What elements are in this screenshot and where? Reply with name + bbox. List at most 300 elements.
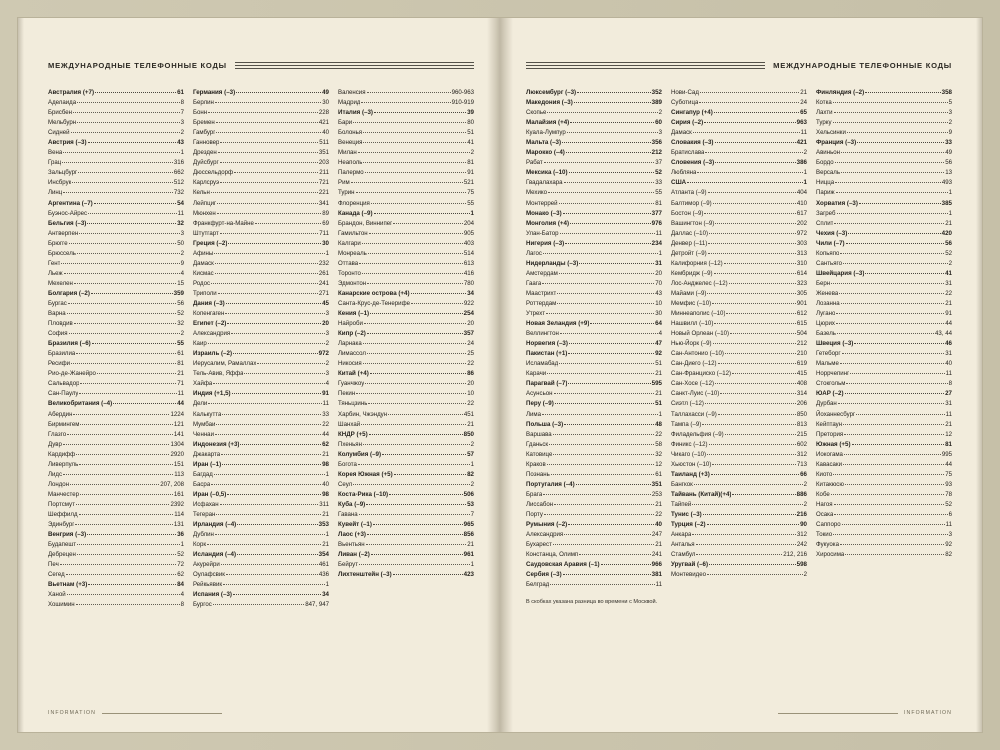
leader-dots: [215, 258, 318, 264]
leader-dots: [356, 388, 466, 394]
entry-name: Сан-Диего (–12): [671, 360, 717, 368]
entry-name: Неаполь: [338, 159, 363, 167]
entry-code: 39: [467, 109, 474, 117]
entry-name: Родос: [193, 279, 211, 287]
left-page: [18, 18, 500, 732]
time-difference-note: В скобках указана разница во времени с Москвой.: [526, 599, 658, 606]
leader-dots: [64, 268, 180, 274]
leader-dots: [833, 97, 948, 103]
entry-name: Дания (–3): [193, 299, 225, 307]
entry-code: 1: [948, 189, 952, 197]
entry-name: Австрия (–3): [48, 139, 87, 147]
entry-name: Хорватия (–3): [816, 199, 858, 207]
entry-name: Париж: [816, 189, 835, 197]
entry-name: Иокогама: [816, 450, 843, 458]
entry-name: Сингапур (+4): [671, 109, 713, 117]
entry-code: 56: [945, 159, 952, 167]
entry-name: Копьяпо: [816, 249, 840, 257]
entry-name: Лихтенштейн (–3): [338, 571, 392, 579]
entry-name: Авиньон: [816, 149, 841, 157]
entry-name: Таллахасси (–9): [671, 410, 717, 418]
leader-dots: [854, 338, 944, 344]
leader-dots: [369, 228, 463, 234]
entry-code: 20: [322, 320, 329, 328]
entry-name: Лахти: [816, 109, 833, 117]
entry-name: Гданьск: [526, 440, 549, 448]
leader-dots: [68, 298, 176, 304]
entry-code: 511: [319, 139, 329, 147]
leader-dots: [362, 268, 463, 274]
entry-code: 21: [945, 420, 952, 428]
leader-dots: [63, 439, 170, 445]
entry-code: 13: [945, 169, 952, 177]
entry-code: 386: [796, 159, 807, 167]
entry-code: 2: [948, 119, 952, 127]
entry-name: Южная (+5): [816, 440, 851, 448]
leader-dots: [714, 268, 796, 274]
leader-dots: [857, 137, 944, 143]
entry-code: 11: [177, 390, 184, 398]
entry-name: Ресифи: [48, 360, 71, 368]
entry-name: Лос-Анджелес (–12): [671, 279, 728, 287]
entry-name: Катовице: [526, 450, 553, 458]
leader-dots: [366, 499, 466, 505]
entry-name: Антверпен: [48, 229, 79, 237]
entry-name: Кембридж (–9): [671, 269, 713, 277]
leader-dots: [834, 218, 944, 224]
entry-name: Монако (–3): [526, 209, 562, 217]
leader-dots: [351, 177, 463, 183]
entry-name: Валенсия: [338, 89, 366, 96]
leader-dots: [208, 107, 318, 113]
entry-code: 311: [319, 500, 329, 508]
entry-code: 78: [945, 490, 952, 498]
entry-name: Сиэтл (–12): [671, 400, 704, 408]
entry-name: Лозанна: [816, 299, 840, 307]
entry-name: Стокгольм: [816, 380, 846, 388]
entry-code: 780: [463, 279, 474, 287]
entry-code: 410: [796, 199, 807, 207]
entry-name: Брюссель: [48, 249, 76, 257]
entry-name: Абердин: [48, 410, 73, 418]
entry-name: Ганновер: [193, 139, 220, 147]
leader-dots: [843, 419, 944, 425]
entry-code: 114: [174, 510, 184, 518]
leader-dots: [88, 208, 177, 214]
entry-code: 1: [325, 581, 329, 589]
entry-code: 30: [655, 310, 662, 318]
leader-dots: [359, 559, 470, 565]
leader-dots: [559, 358, 654, 364]
entry-code: 21: [177, 370, 184, 378]
leader-dots: [87, 218, 176, 224]
entry-name: Корк: [193, 541, 206, 549]
entry-code: 10: [467, 390, 474, 398]
leader-dots: [67, 429, 173, 435]
leader-dots: [835, 157, 945, 163]
entry-code: 212, 216: [783, 551, 807, 559]
entry-code: 415: [796, 370, 807, 378]
leader-dots: [361, 97, 450, 103]
entry-name: Мумбаи: [193, 420, 216, 428]
leader-dots: [67, 308, 177, 314]
leader-dots: [91, 288, 173, 294]
entry-code: 27: [945, 390, 952, 398]
entry-name: Бухарест: [526, 541, 552, 549]
leader-dots: [566, 147, 651, 153]
entry-name: США: [671, 179, 687, 187]
leader-dots: [367, 278, 463, 284]
entry-code: 995: [941, 450, 952, 458]
leader-dots: [568, 519, 654, 525]
entry-code: 314: [796, 390, 807, 398]
entry-code: 972: [796, 229, 807, 237]
entry-code: 21: [322, 510, 329, 518]
entry-code: 89: [322, 209, 329, 217]
leader-dots: [228, 238, 321, 244]
entry-code: 202: [796, 219, 807, 227]
entry-name: Бангкок: [671, 480, 693, 488]
entry-code: 66: [800, 470, 807, 478]
entry-code: 47: [655, 340, 662, 348]
leader-dots: [63, 469, 173, 475]
leader-dots: [692, 529, 795, 535]
entry-code: 404: [796, 189, 807, 197]
entry-code: 3: [948, 109, 952, 117]
leader-dots: [547, 107, 657, 113]
leader-dots: [569, 167, 655, 173]
leader-dots: [856, 409, 944, 415]
leader-dots: [560, 228, 655, 234]
entry-code: 69: [322, 219, 329, 227]
leader-dots: [393, 569, 463, 575]
entry-name: Кувейт (–1): [338, 521, 372, 529]
leader-dots: [725, 348, 796, 354]
entry-code: 901: [796, 299, 807, 307]
entry-code: 32: [655, 450, 662, 458]
leader-dots: [227, 489, 321, 495]
entry-code: 2: [180, 330, 184, 338]
entry-code: 961: [463, 551, 474, 559]
entry-name: Канада (–9): [338, 209, 373, 217]
leader-dots: [570, 218, 651, 224]
entry-name: Бразилиа: [48, 350, 76, 358]
entry-name: Эдмонтон: [338, 279, 367, 287]
leader-dots: [836, 187, 948, 193]
entry-code: 234: [651, 239, 662, 247]
leader-dots: [76, 599, 180, 605]
entry-name: Болгария (–2): [48, 289, 90, 297]
entry-name: Сальвадор: [48, 380, 80, 388]
entry-name: Берлин: [193, 99, 214, 107]
entry-code: 7: [180, 109, 184, 117]
entry-code: 37: [655, 159, 662, 167]
leader-dots: [842, 519, 945, 525]
entry-code: 62: [177, 571, 184, 579]
leader-dots: [363, 439, 470, 445]
entry-name: Чили (–7): [816, 239, 845, 247]
leader-dots: [838, 398, 944, 404]
leader-dots: [560, 328, 658, 334]
entry-name: Бургос: [193, 601, 212, 609]
entry-code: 84: [177, 581, 184, 589]
leader-dots: [696, 549, 782, 555]
entry-code: 254: [463, 310, 474, 318]
leader-dots: [394, 469, 466, 475]
entry-code: 2: [180, 249, 184, 257]
leader-dots: [713, 338, 796, 344]
entry-code: 615: [796, 320, 807, 328]
leader-dots: [712, 298, 796, 304]
entry-name: Чехия (–3): [816, 229, 848, 237]
entry-code: 52: [945, 249, 952, 257]
entry-name: Краков: [526, 460, 546, 468]
leader-dots: [726, 308, 795, 314]
entry-code: 44: [177, 400, 184, 408]
leader-dots: [80, 489, 173, 495]
entry-name: Калифорния (–12): [671, 259, 723, 267]
entry-name: Бостон (–9): [671, 209, 704, 217]
leader-dots: [369, 429, 463, 435]
entry-name: Мехелен: [48, 279, 73, 287]
entry-name: Гаага: [526, 279, 542, 287]
entry-name: Швеция (–3): [816, 340, 854, 348]
leader-dots: [79, 228, 179, 234]
entry-code: 34: [467, 289, 474, 297]
entry-name: Испания (–3): [193, 591, 232, 599]
entry-code: 5: [948, 99, 952, 107]
leader-dots: [382, 449, 466, 455]
entry-code: 8: [948, 380, 952, 388]
entry-code: 1: [658, 410, 662, 418]
entry-code: 2: [948, 259, 952, 267]
entry-code: 49: [945, 149, 952, 157]
entry-code: 44: [322, 430, 329, 438]
entry-name: Мексика (–10): [526, 169, 568, 177]
leader-dots: [215, 97, 321, 103]
entry-code: 420: [941, 229, 952, 237]
entry-code: 9: [948, 129, 952, 137]
footer-rule: [778, 713, 898, 714]
leader-dots: [553, 429, 655, 435]
entry-name: Канарские острова (+4): [338, 289, 410, 297]
footer-rule: [102, 713, 222, 714]
leader-dots: [601, 559, 651, 565]
entry-code: 2: [803, 500, 807, 508]
entry-code: 21: [655, 541, 662, 549]
entry-code: 595: [651, 380, 662, 388]
leader-dots: [846, 238, 945, 244]
leader-dots: [846, 378, 947, 384]
entry-name: Будапешт: [48, 541, 77, 549]
leader-dots: [411, 298, 463, 304]
entry-code: 62: [322, 440, 329, 448]
entry-name: Сегед: [48, 571, 65, 579]
leader-dots: [568, 348, 654, 354]
leader-dots: [367, 348, 466, 354]
entry-name: Индия (+1,5): [193, 390, 231, 398]
entry-code: 261: [318, 269, 329, 277]
entry-name: Брандон, Виннипег: [338, 219, 393, 227]
entry-name: Нагоя: [816, 500, 833, 508]
entry-code: 1: [180, 149, 184, 157]
leader-dots: [590, 318, 654, 324]
entry-name: Дюссельдорф: [193, 169, 234, 177]
entry-code: 2: [325, 340, 329, 348]
entry-name: Новая Зеландия (+9): [526, 320, 590, 328]
leader-dots: [71, 358, 176, 364]
leader-dots: [687, 177, 802, 183]
entry-name: Хиросима: [816, 551, 845, 559]
entry-code: 33: [655, 179, 662, 187]
leader-dots: [222, 459, 321, 465]
leader-dots: [367, 328, 463, 334]
entry-name: Гетеборг: [816, 350, 841, 358]
entry-name: Колумбия (–9): [338, 450, 382, 458]
entry-code: 24: [800, 99, 807, 107]
entry-code: 436: [318, 571, 329, 579]
leader-dots: [845, 549, 944, 555]
entry-code: 353: [318, 521, 329, 529]
city-code-row: [816, 550, 952, 560]
entry-code: 33: [945, 139, 952, 147]
entry-code: 1: [803, 169, 807, 177]
leader-dots: [841, 147, 944, 153]
entry-code: 2: [470, 480, 474, 488]
leader-dots: [353, 479, 469, 485]
entry-code: 55: [655, 189, 662, 197]
city-code-row: [193, 600, 329, 610]
entry-code: 1: [470, 561, 474, 569]
leader-dots: [371, 549, 463, 555]
leader-dots: [257, 358, 324, 364]
leader-dots: [555, 398, 654, 404]
entry-name: Джакарта: [193, 450, 221, 458]
entry-name: Вьетнам (+3): [48, 581, 88, 589]
leader-dots: [730, 328, 796, 334]
entry-name: Берн: [816, 279, 831, 287]
leader-dots: [692, 499, 802, 505]
leader-dots: [831, 278, 944, 284]
leader-dots: [707, 569, 803, 575]
leader-dots: [214, 248, 324, 254]
entry-name: Болонья: [338, 129, 363, 137]
leader-dots: [358, 147, 470, 153]
entry-name: Иерусалим, Рамаллах: [193, 360, 257, 368]
entry-name: Филадельфия (–9): [671, 430, 724, 438]
entry-name: Стамбул: [671, 551, 696, 559]
entry-code: 354: [318, 551, 329, 559]
entry-name: Калгари: [338, 239, 361, 247]
entry-name: Вена: [48, 149, 63, 157]
entry-name: Богота: [338, 460, 357, 468]
entry-name: Глазго: [48, 430, 67, 438]
left-column-1: [48, 88, 184, 610]
entry-code: 52: [655, 169, 662, 177]
leader-dots: [74, 318, 176, 324]
entry-name: Афины: [193, 249, 214, 257]
entry-name: Шеффилд: [48, 510, 78, 518]
entry-code: 1: [658, 249, 662, 257]
entry-code: 80: [467, 119, 474, 127]
leader-dots: [70, 479, 159, 485]
entry-name: Сидней: [48, 129, 70, 137]
entry-name: Кобе: [816, 490, 830, 498]
entry-code: 21: [322, 450, 329, 458]
entry-name: Карачи: [526, 370, 547, 378]
entry-name: Гамильтон: [338, 229, 368, 237]
entry-code: 20: [467, 380, 474, 388]
leader-dots: [546, 308, 654, 314]
entry-name: Пхеньян: [338, 440, 362, 448]
leader-dots: [367, 87, 451, 93]
leader-dots: [713, 198, 796, 204]
entry-name: Дуйсбург: [193, 159, 219, 167]
leader-dots: [543, 248, 658, 254]
entry-name: Претория: [816, 430, 844, 438]
leader-dots: [63, 187, 173, 193]
entry-code: 341: [318, 199, 329, 207]
entry-code: 385: [941, 199, 952, 207]
entry-code: 81: [177, 360, 184, 368]
entry-code: 11: [655, 581, 662, 589]
entry-name: ЮАР (–2): [816, 390, 844, 398]
leader-dots: [244, 368, 324, 374]
entry-name: Рио-де-Жанейро: [48, 370, 96, 378]
entry-code: 521: [463, 179, 474, 187]
leader-dots: [833, 469, 944, 475]
entry-code: 90: [800, 521, 807, 529]
entry-code: 61: [177, 89, 184, 96]
entry-code: 242: [796, 541, 807, 549]
entry-name: Мехико: [526, 189, 547, 197]
entry-code: 21: [467, 541, 474, 549]
entry-name: Любляна: [671, 169, 697, 177]
entry-name: Печ: [48, 561, 59, 569]
entry-code: 91: [945, 310, 952, 318]
leader-dots: [570, 117, 654, 123]
left-footer-label: INFORMATION: [48, 710, 97, 716]
leader-dots: [66, 569, 177, 575]
leader-dots: [563, 569, 651, 575]
entry-code: 403: [463, 239, 474, 247]
leader-dots: [714, 107, 799, 113]
entry-name: Бразилия (–6): [48, 340, 91, 348]
entry-code: 20: [467, 320, 474, 328]
leader-dots: [711, 469, 799, 475]
entry-code: 40: [945, 360, 952, 368]
entry-name: Портсмут: [48, 500, 75, 508]
entry-name: Грац: [48, 159, 62, 167]
leader-dots: [208, 398, 321, 404]
leader-dots: [714, 318, 795, 324]
entry-name: Штутгарт: [193, 229, 219, 237]
entry-name: Польша (–3): [526, 420, 564, 428]
entry-name: Акурейри: [193, 561, 220, 569]
entry-code: 602: [796, 440, 807, 448]
entry-name: Мадрид: [338, 99, 361, 107]
entry-code: 49: [322, 89, 329, 96]
entry-name: Аделаида: [48, 99, 77, 107]
leader-dots: [95, 87, 176, 93]
entry-code: 423: [463, 571, 474, 579]
entry-code: 75: [945, 470, 952, 478]
entry-code: 972: [318, 350, 329, 358]
entry-code: 31: [945, 400, 952, 408]
entry-code: 305: [796, 289, 807, 297]
entry-name: Хельсинки: [816, 129, 846, 137]
leader-dots: [363, 157, 466, 163]
